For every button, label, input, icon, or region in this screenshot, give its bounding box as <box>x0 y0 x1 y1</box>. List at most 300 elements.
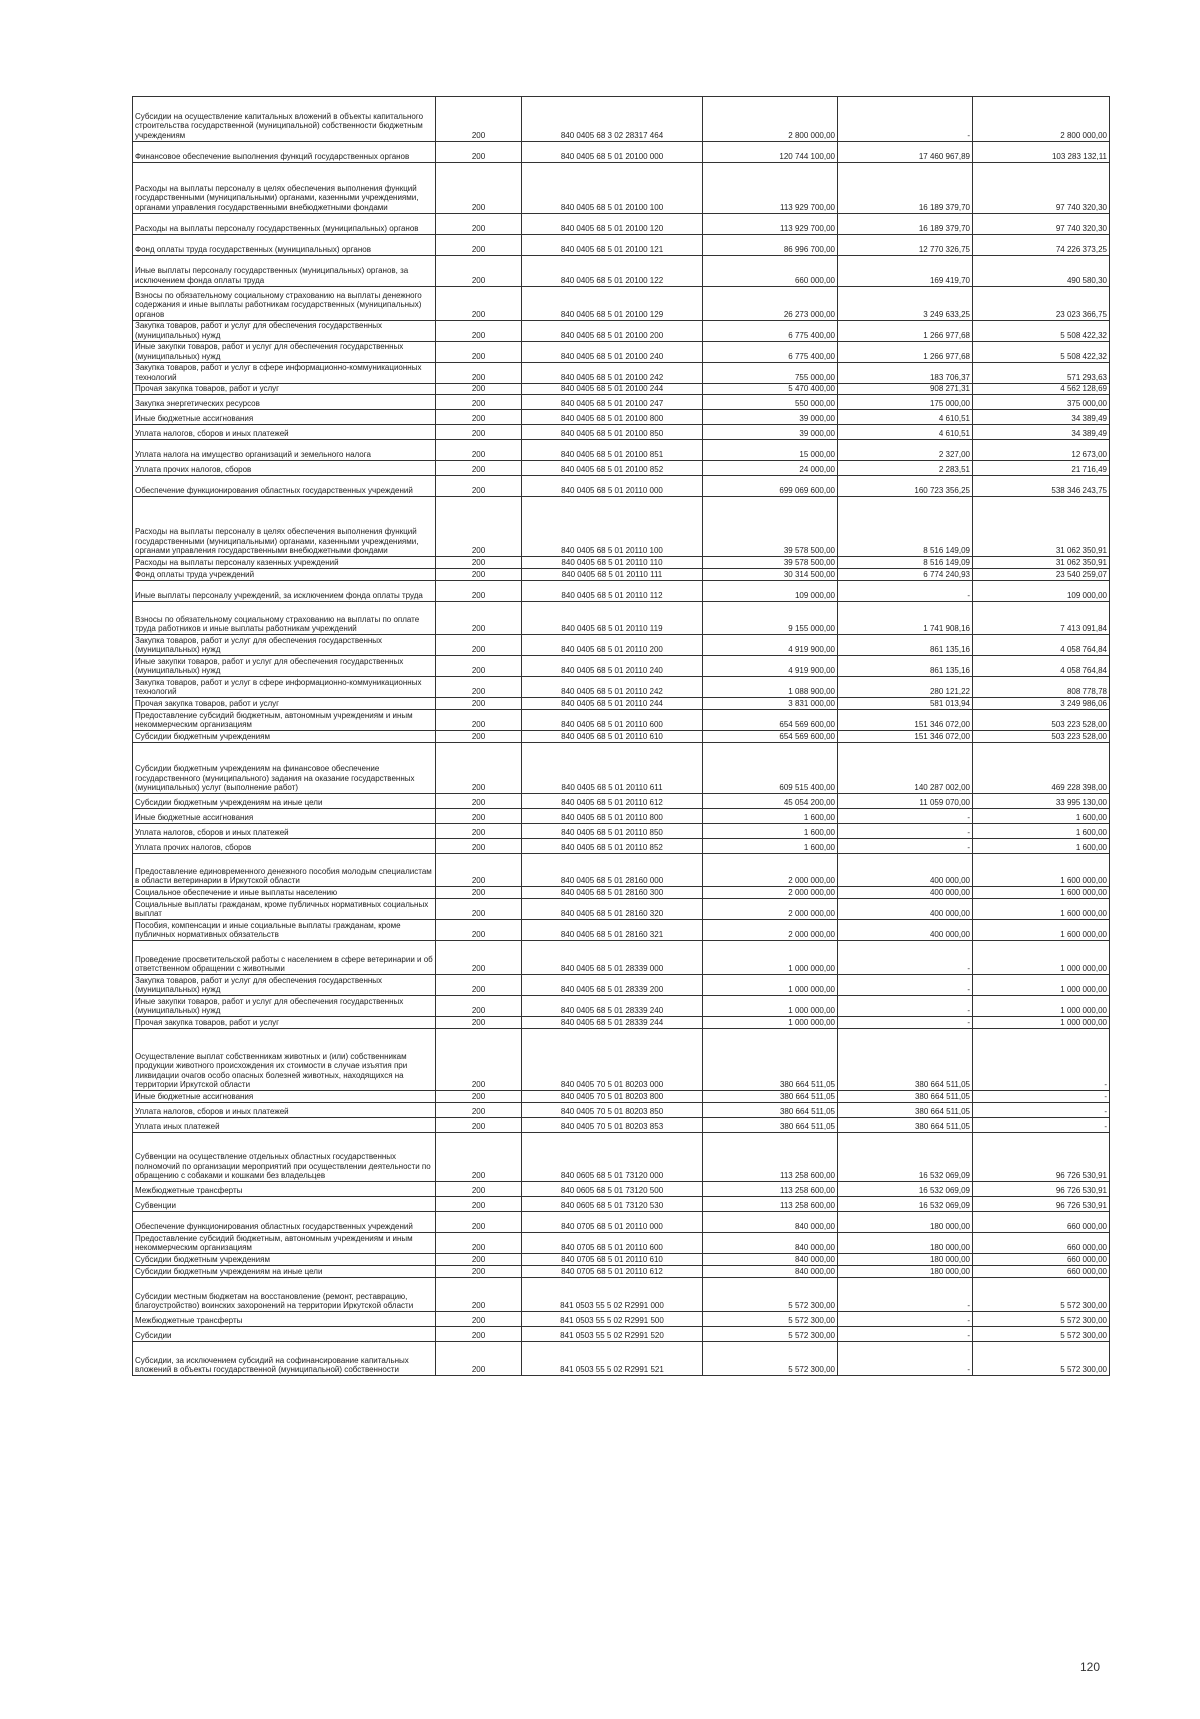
executed-amount-cell: 380 664 511,05 <box>838 1091 973 1103</box>
executed-amount-cell: 8 516 149,09 <box>838 497 973 557</box>
approved-amount-cell: 39 578 500,00 <box>703 497 838 557</box>
budget-classification-cell: 840 0405 68 5 01 28339 200 <box>522 975 703 996</box>
budget-name-cell: Закупка товаров, работ и услуг для обеспечения государственных (муниципальных) нужд <box>133 321 436 342</box>
table-row <box>133 920 1110 941</box>
remaining-amount-cell: 5 572 300,00 <box>973 1278 1110 1312</box>
approved-amount-cell: 1 000 000,00 <box>703 996 838 1017</box>
table-row <box>133 1212 1110 1233</box>
approved-amount-cell: 24 000,00 <box>703 461 838 476</box>
executed-amount-cell: 400 000,00 <box>838 899 973 920</box>
table-row <box>133 214 1110 235</box>
table-row <box>133 440 1110 461</box>
remaining-amount-cell: 1 600 000,00 <box>973 887 1110 899</box>
budget-classification-cell: 840 0405 68 5 01 28339 244 <box>522 1017 703 1029</box>
budget-classification-cell: 840 0405 68 5 01 20100 800 <box>522 410 703 425</box>
table-row <box>133 1182 1110 1197</box>
budget-code-cell: 200 <box>436 635 522 656</box>
budget-code-cell: 200 <box>436 142 522 163</box>
table-row <box>133 476 1110 497</box>
remaining-amount-cell: 12 673,00 <box>973 440 1110 461</box>
executed-amount-cell: 581 013,94 <box>838 698 973 710</box>
remaining-amount-cell: 660 000,00 <box>973 1254 1110 1266</box>
table-row <box>133 996 1110 1017</box>
table-row <box>133 854 1110 887</box>
approved-amount-cell: 5 572 300,00 <box>703 1342 838 1376</box>
table-row <box>133 384 1110 395</box>
approved-amount-cell: 113 258 600,00 <box>703 1197 838 1212</box>
budget-name-cell: Осуществление выплат собственникам животных и (или) собственникам продукции животного происхождения их стоимости в случае изъятия при ликвидации очагов особо опасных болезней животных, находящихся на территории Иркутской области <box>133 1029 436 1091</box>
budget-name-cell: Финансовое обеспечение выполнения функций государственных органов <box>133 142 436 163</box>
executed-amount-cell: 4 610,51 <box>838 425 973 440</box>
budget-name-cell: Субсидии бюджетным учреждениям на иные цели <box>133 1266 436 1278</box>
budget-classification-cell: 840 0405 68 5 01 20100 247 <box>522 395 703 410</box>
executed-amount-cell: 140 287 002,00 <box>838 743 973 794</box>
remaining-amount-cell: 97 740 320,30 <box>973 163 1110 214</box>
budget-code-cell: 200 <box>436 395 522 410</box>
budget-classification-cell: 840 0705 68 5 01 20110 612 <box>522 1266 703 1278</box>
executed-amount-cell: 1 741 908,16 <box>838 602 973 635</box>
budget-code-cell: 200 <box>436 975 522 996</box>
remaining-amount-cell: 1 000 000,00 <box>973 1017 1110 1029</box>
budget-code-cell: 200 <box>436 656 522 677</box>
budget-code-cell: 200 <box>436 1266 522 1278</box>
budget-code-cell: 200 <box>436 602 522 635</box>
budget-name-cell: Иные бюджетные ассигнования <box>133 1091 436 1103</box>
executed-amount-cell: - <box>838 1342 973 1376</box>
remaining-amount-cell: 538 346 243,75 <box>973 476 1110 497</box>
budget-name-cell: Обеспечение функционирования областных государственных учреждений <box>133 1212 436 1233</box>
executed-amount-cell: - <box>838 1327 973 1342</box>
executed-amount-cell: - <box>838 839 973 854</box>
budget-code-cell: 200 <box>436 1278 522 1312</box>
approved-amount-cell: 654 569 600,00 <box>703 731 838 743</box>
table-row <box>133 975 1110 996</box>
approved-amount-cell: 113 258 600,00 <box>703 1133 838 1182</box>
remaining-amount-cell: 2 800 000,00 <box>973 97 1110 142</box>
table-row <box>133 142 1110 163</box>
budget-name-cell: Предоставление субсидий бюджетным, автономным учреждениям и иным некоммерческим организациям <box>133 710 436 731</box>
approved-amount-cell: 654 569 600,00 <box>703 710 838 731</box>
budget-name-cell: Субсидии бюджетным учреждениям на иные цели <box>133 794 436 809</box>
budget-name-cell: Закупка товаров, работ и услуг для обеспечения государственных (муниципальных) нужд <box>133 635 436 656</box>
table-row <box>133 809 1110 824</box>
approved-amount-cell: 1 600,00 <box>703 809 838 824</box>
executed-amount-cell: - <box>838 97 973 142</box>
budget-name-cell: Иные бюджетные ассигнования <box>133 809 436 824</box>
budget-name-cell: Иные выплаты персоналу учреждений, за исключением фонда оплаты труда <box>133 581 436 602</box>
budget-classification-cell: 840 0405 68 5 01 20110 119 <box>522 602 703 635</box>
executed-amount-cell: 861 135,16 <box>838 635 973 656</box>
budget-name-cell: Взносы по обязательному социальному страхованию на выплаты денежного содержания и иные выплаты работникам государственных (муниципальных) органов <box>133 287 436 321</box>
budget-name-cell: Взносы по обязательному социальному страхованию на выплаты по оплате труда работников и иные выплаты работникам учреждений <box>133 602 436 635</box>
approved-amount-cell: 699 069 600,00 <box>703 476 838 497</box>
budget-name-cell: Иные закупки товаров, работ и услуг для обеспечения государственных (муниципальных) нужд <box>133 996 436 1017</box>
remaining-amount-cell: 74 226 373,25 <box>973 235 1110 256</box>
budget-classification-cell: 840 0405 68 5 01 20110 600 <box>522 710 703 731</box>
budget-code-cell: 200 <box>436 1342 522 1376</box>
approved-amount-cell: 2 000 000,00 <box>703 899 838 920</box>
table-row <box>133 635 1110 656</box>
budget-name-cell: Закупка товаров, работ и услуг для обеспечения государственных (муниципальных) нужд <box>133 975 436 996</box>
budget-code-cell: 200 <box>436 1212 522 1233</box>
budget-code-cell: 200 <box>436 581 522 602</box>
executed-amount-cell: 400 000,00 <box>838 887 973 899</box>
budget-classification-cell: 840 0405 68 5 01 20100 850 <box>522 425 703 440</box>
budget-code-cell: 200 <box>436 1182 522 1197</box>
page-number: 120 <box>1080 1660 1101 1674</box>
approved-amount-cell: 755 000,00 <box>703 363 838 384</box>
approved-amount-cell: 109 000,00 <box>703 581 838 602</box>
budget-classification-cell: 840 0605 68 5 01 73120 000 <box>522 1133 703 1182</box>
approved-amount-cell: 30 314 500,00 <box>703 569 838 581</box>
executed-amount-cell: 180 000,00 <box>838 1266 973 1278</box>
budget-classification-cell: 840 0405 68 5 01 20110 100 <box>522 497 703 557</box>
remaining-amount-cell: - <box>973 1029 1110 1091</box>
budget-name-cell: Субсидии на осуществление капитальных вложений в объекты капитального строительства государственной (муниципальной) собственности бюджетным учреждениям <box>133 97 436 142</box>
budget-name-cell: Субсидии бюджетным учреждениям на финансовое обеспечение государственного (муниципального) задания на оказание государственных (муниципальных) услуг (выполнение работ) <box>133 743 436 794</box>
remaining-amount-cell: 96 726 530,91 <box>973 1182 1110 1197</box>
remaining-amount-cell: - <box>973 1091 1110 1103</box>
budget-code-cell: 200 <box>436 1233 522 1254</box>
budget-name-cell: Социальные выплаты гражданам, кроме публичных нормативных социальных выплат <box>133 899 436 920</box>
executed-amount-cell: - <box>838 809 973 824</box>
budget-classification-cell: 841 0503 55 5 02 R2991 500 <box>522 1312 703 1327</box>
approved-amount-cell: 5 572 300,00 <box>703 1312 838 1327</box>
remaining-amount-cell: 33 995 130,00 <box>973 794 1110 809</box>
approved-amount-cell: 15 000,00 <box>703 440 838 461</box>
budget-code-cell: 200 <box>436 920 522 941</box>
budget-code-cell: 200 <box>436 97 522 142</box>
executed-amount-cell: 6 774 240,93 <box>838 569 973 581</box>
table-row <box>133 1091 1110 1103</box>
approved-amount-cell: 2 000 000,00 <box>703 920 838 941</box>
approved-amount-cell: 660 000,00 <box>703 256 838 287</box>
remaining-amount-cell: 1 600,00 <box>973 839 1110 854</box>
executed-amount-cell: 280 121,22 <box>838 677 973 698</box>
budget-code-cell: 200 <box>436 854 522 887</box>
table-row <box>133 1133 1110 1182</box>
table-row <box>133 839 1110 854</box>
budget-classification-cell: 840 0405 68 5 01 20110 240 <box>522 656 703 677</box>
executed-amount-cell: 151 346 072,00 <box>838 731 973 743</box>
budget-code-cell: 200 <box>436 1091 522 1103</box>
table-row <box>133 794 1110 809</box>
budget-classification-cell: 840 0405 68 5 01 20100 240 <box>522 342 703 363</box>
budget-classification-cell: 840 0705 68 5 01 20110 600 <box>522 1233 703 1254</box>
budget-classification-cell: 840 0405 68 5 01 20100 122 <box>522 256 703 287</box>
budget-code-cell: 200 <box>436 809 522 824</box>
budget-classification-cell: 840 0405 68 5 01 28339 000 <box>522 941 703 975</box>
executed-amount-cell: - <box>838 1312 973 1327</box>
executed-amount-cell: 16 532 069,09 <box>838 1133 973 1182</box>
budget-classification-cell: 840 0705 68 5 01 20110 610 <box>522 1254 703 1266</box>
budget-classification-cell: 840 0405 68 5 01 20100 851 <box>522 440 703 461</box>
budget-name-cell: Субсидии, за исключением субсидий на софинансирование капитальных вложений в объекты государственной (муниципальной) собственности <box>133 1342 436 1376</box>
budget-name-cell: Уплата иных платежей <box>133 1118 436 1133</box>
executed-amount-cell: 16 532 069,09 <box>838 1197 973 1212</box>
budget-classification-cell: 840 0605 68 5 01 73120 530 <box>522 1197 703 1212</box>
approved-amount-cell: 380 664 511,05 <box>703 1103 838 1118</box>
remaining-amount-cell: 5 572 300,00 <box>973 1342 1110 1376</box>
budget-classification-cell: 840 0405 68 5 01 20100 000 <box>522 142 703 163</box>
approved-amount-cell: 113 929 700,00 <box>703 214 838 235</box>
table-row <box>133 1103 1110 1118</box>
executed-amount-cell: 380 664 511,05 <box>838 1029 973 1091</box>
budget-name-cell: Расходы на выплаты персоналу государственных (муниципальных) органов <box>133 214 436 235</box>
remaining-amount-cell: 1 000 000,00 <box>973 975 1110 996</box>
remaining-amount-cell: 103 283 132,11 <box>973 142 1110 163</box>
approved-amount-cell: 1 600,00 <box>703 839 838 854</box>
budget-code-cell: 200 <box>436 410 522 425</box>
budget-code-cell: 200 <box>436 1312 522 1327</box>
approved-amount-cell: 5 572 300,00 <box>703 1327 838 1342</box>
budget-classification-cell: 840 0405 68 5 01 20110 850 <box>522 824 703 839</box>
approved-amount-cell: 113 258 600,00 <box>703 1182 838 1197</box>
remaining-amount-cell: 571 293,63 <box>973 363 1110 384</box>
budget-code-cell: 200 <box>436 440 522 461</box>
approved-amount-cell: 4 919 900,00 <box>703 635 838 656</box>
budget-code-cell: 200 <box>436 256 522 287</box>
remaining-amount-cell: 808 778,78 <box>973 677 1110 698</box>
table-row <box>133 1327 1110 1342</box>
executed-amount-cell: 175 000,00 <box>838 395 973 410</box>
budget-name-cell: Субвенции на осуществление отдельных областных государственных полномочий по организации мероприятий при осуществлении деятельности по обращению с собаками и кошками без владельцев <box>133 1133 436 1182</box>
budget-name-cell: Иные выплаты персоналу государственных (муниципальных) органов, за исключением фонда оплаты труда <box>133 256 436 287</box>
budget-classification-cell: 840 0605 68 5 01 73120 500 <box>522 1182 703 1197</box>
table-row <box>133 656 1110 677</box>
approved-amount-cell: 380 664 511,05 <box>703 1091 838 1103</box>
budget-code-cell: 200 <box>436 321 522 342</box>
table-row <box>133 581 1110 602</box>
table-row <box>133 461 1110 476</box>
budget-classification-cell: 840 0405 68 5 01 20110 612 <box>522 794 703 809</box>
remaining-amount-cell: 503 223 528,00 <box>973 710 1110 731</box>
approved-amount-cell: 5 470 400,00 <box>703 384 838 395</box>
remaining-amount-cell: 23 023 366,75 <box>973 287 1110 321</box>
remaining-amount-cell: 34 389,49 <box>973 425 1110 440</box>
budget-classification-cell: 840 0405 70 5 01 80203 853 <box>522 1118 703 1133</box>
budget-code-cell: 200 <box>436 287 522 321</box>
table-row <box>133 395 1110 410</box>
approved-amount-cell: 6 775 400,00 <box>703 321 838 342</box>
remaining-amount-cell: 1 000 000,00 <box>973 996 1110 1017</box>
remaining-amount-cell: - <box>973 1118 1110 1133</box>
table-row <box>133 256 1110 287</box>
remaining-amount-cell: 5 572 300,00 <box>973 1327 1110 1342</box>
table-row <box>133 899 1110 920</box>
executed-amount-cell: - <box>838 824 973 839</box>
budget-name-cell: Иные бюджетные ассигнования <box>133 410 436 425</box>
executed-amount-cell: 180 000,00 <box>838 1233 973 1254</box>
budget-table-body <box>133 97 1110 1376</box>
budget-classification-cell: 840 0405 68 5 01 28160 000 <box>522 854 703 887</box>
budget-name-cell: Иные закупки товаров, работ и услуг для обеспечения государственных (муниципальных) нужд <box>133 342 436 363</box>
remaining-amount-cell: 503 223 528,00 <box>973 731 1110 743</box>
budget-code-cell: 200 <box>436 163 522 214</box>
approved-amount-cell: 1 000 000,00 <box>703 975 838 996</box>
approved-amount-cell: 2 000 000,00 <box>703 887 838 899</box>
budget-name-cell: Межбюджетные трансферты <box>133 1312 436 1327</box>
budget-classification-cell: 840 0405 68 5 01 20110 611 <box>522 743 703 794</box>
budget-classification-cell: 841 0503 55 5 02 R2991 000 <box>522 1278 703 1312</box>
approved-amount-cell: 550 000,00 <box>703 395 838 410</box>
approved-amount-cell: 39 000,00 <box>703 410 838 425</box>
budget-classification-cell: 840 0405 68 5 01 20100 852 <box>522 461 703 476</box>
budget-name-cell: Иные закупки товаров, работ и услуг для обеспечения государственных (муниципальных) нужд <box>133 656 436 677</box>
budget-classification-cell: 840 0405 70 5 01 80203 800 <box>522 1091 703 1103</box>
approved-amount-cell: 4 919 900,00 <box>703 656 838 677</box>
remaining-amount-cell: 490 580,30 <box>973 256 1110 287</box>
executed-amount-cell: - <box>838 996 973 1017</box>
budget-name-cell: Проведение просветительской работы с населением в сфере ветеринарии и об ответственном обращении с животными <box>133 941 436 975</box>
remaining-amount-cell: 4 058 764,84 <box>973 635 1110 656</box>
budget-name-cell: Расходы на выплаты персоналу казенных учреждений <box>133 557 436 569</box>
executed-amount-cell: - <box>838 941 973 975</box>
budget-code-cell: 200 <box>436 899 522 920</box>
executed-amount-cell: 16 532 069,09 <box>838 1182 973 1197</box>
budget-code-cell: 200 <box>436 363 522 384</box>
approved-amount-cell: 1 000 000,00 <box>703 1017 838 1029</box>
approved-amount-cell: 2 800 000,00 <box>703 97 838 142</box>
table-row <box>133 1197 1110 1212</box>
approved-amount-cell: 1 600,00 <box>703 824 838 839</box>
executed-amount-cell: 3 249 633,25 <box>838 287 973 321</box>
approved-amount-cell: 840 000,00 <box>703 1233 838 1254</box>
executed-amount-cell: 180 000,00 <box>838 1254 973 1266</box>
table-row <box>133 710 1110 731</box>
budget-code-cell: 200 <box>436 1197 522 1212</box>
budget-code-cell: 200 <box>436 557 522 569</box>
budget-name-cell: Субсидии бюджетным учреждениям <box>133 1254 436 1266</box>
budget-name-cell: Прочая закупка товаров, работ и услуг <box>133 698 436 710</box>
table-row <box>133 425 1110 440</box>
budget-code-cell: 200 <box>436 698 522 710</box>
budget-code-cell: 200 <box>436 941 522 975</box>
budget-name-cell: Фонд оплаты труда государственных (муниципальных) органов <box>133 235 436 256</box>
budget-classification-cell: 840 0405 68 5 01 20100 100 <box>522 163 703 214</box>
table-row <box>133 363 1110 384</box>
table-row <box>133 1017 1110 1029</box>
budget-code-cell: 200 <box>436 1017 522 1029</box>
remaining-amount-cell: 3 249 986,06 <box>973 698 1110 710</box>
budget-classification-cell: 840 0405 68 5 01 20110 200 <box>522 635 703 656</box>
table-row <box>133 163 1110 214</box>
budget-classification-cell: 840 0405 68 5 01 20110 000 <box>522 476 703 497</box>
budget-classification-cell: 840 0405 68 5 01 20100 244 <box>522 384 703 395</box>
remaining-amount-cell: 5 508 422,32 <box>973 321 1110 342</box>
budget-name-cell: Уплата налога на имущество организаций и земельного налога <box>133 440 436 461</box>
executed-amount-cell: 12 770 326,75 <box>838 235 973 256</box>
remaining-amount-cell: 1 000 000,00 <box>973 941 1110 975</box>
budget-classification-cell: 840 0405 70 5 01 80203 000 <box>522 1029 703 1091</box>
budget-code-cell: 200 <box>436 677 522 698</box>
executed-amount-cell: 11 059 070,00 <box>838 794 973 809</box>
table-row <box>133 557 1110 569</box>
remaining-amount-cell: 7 413 091,84 <box>973 602 1110 635</box>
budget-name-cell: Субсидии местным бюджетам на восстановление (ремонт, реставрацию, благоустройство) воинских захоронений на территории Иркутской области <box>133 1278 436 1312</box>
budget-name-cell: Пособия, компенсации и иные социальные выплаты гражданам, кроме публичных нормативных обязательств <box>133 920 436 941</box>
budget-classification-cell: 840 0405 68 5 01 20100 120 <box>522 214 703 235</box>
approved-amount-cell: 380 664 511,05 <box>703 1118 838 1133</box>
table-row <box>133 410 1110 425</box>
budget-classification-cell: 840 0405 68 5 01 28160 321 <box>522 920 703 941</box>
budget-code-cell: 200 <box>436 743 522 794</box>
remaining-amount-cell: 660 000,00 <box>973 1233 1110 1254</box>
executed-amount-cell: 8 516 149,09 <box>838 557 973 569</box>
table-row <box>133 1342 1110 1376</box>
budget-code-cell: 200 <box>436 824 522 839</box>
approved-amount-cell: 2 000 000,00 <box>703 854 838 887</box>
table-row <box>133 698 1110 710</box>
budget-code-cell: 200 <box>436 1118 522 1133</box>
executed-amount-cell: - <box>838 581 973 602</box>
budget-name-cell: Субсидии <box>133 1327 436 1342</box>
budget-name-cell: Субсидии бюджетным учреждениям <box>133 731 436 743</box>
remaining-amount-cell: 5 508 422,32 <box>973 342 1110 363</box>
executed-amount-cell: 1 266 977,68 <box>838 342 973 363</box>
approved-amount-cell: 1 088 900,00 <box>703 677 838 698</box>
budget-name-cell: Уплата прочих налогов, сборов <box>133 461 436 476</box>
budget-code-cell: 200 <box>436 1254 522 1266</box>
budget-code-cell: 200 <box>436 794 522 809</box>
remaining-amount-cell: 1 600 000,00 <box>973 920 1110 941</box>
executed-amount-cell: 160 723 356,25 <box>838 476 973 497</box>
remaining-amount-cell: 5 572 300,00 <box>973 1312 1110 1327</box>
budget-code-cell: 200 <box>436 887 522 899</box>
budget-code-cell: 200 <box>436 996 522 1017</box>
budget-classification-cell: 840 0405 68 5 01 20110 610 <box>522 731 703 743</box>
executed-amount-cell: 380 664 511,05 <box>838 1103 973 1118</box>
budget-name-cell: Уплата прочих налогов, сборов <box>133 839 436 854</box>
remaining-amount-cell: 1 600,00 <box>973 809 1110 824</box>
budget-name-cell: Закупка товаров, работ и услуг в сфере информационно-коммуникационных технологий <box>133 363 436 384</box>
budget-classification-cell: 840 0405 68 5 01 28339 240 <box>522 996 703 1017</box>
approved-amount-cell: 86 996 700,00 <box>703 235 838 256</box>
executed-amount-cell: 400 000,00 <box>838 854 973 887</box>
executed-amount-cell: 1 266 977,68 <box>838 321 973 342</box>
remaining-amount-cell: - <box>973 1103 1110 1118</box>
table-row <box>133 731 1110 743</box>
budget-code-cell: 200 <box>436 461 522 476</box>
budget-code-cell: 200 <box>436 384 522 395</box>
table-row <box>133 677 1110 698</box>
budget-classification-cell: 840 0405 68 5 01 20100 242 <box>522 363 703 384</box>
approved-amount-cell: 113 929 700,00 <box>703 163 838 214</box>
budget-classification-cell: 840 0405 68 5 01 20110 244 <box>522 698 703 710</box>
remaining-amount-cell: 34 389,49 <box>973 410 1110 425</box>
budget-name-cell: Расходы на выплаты персоналу в целях обеспечения выполнения функций государственными (муниципальными) органами, казенными учреждениями, органами управления государственными внебюджетными фондами <box>133 163 436 214</box>
budget-code-cell: 200 <box>436 476 522 497</box>
budget-name-cell: Закупка товаров, работ и услуг в сфере информационно-коммуникационных технологий <box>133 677 436 698</box>
budget-name-cell: Межбюджетные трансферты <box>133 1182 436 1197</box>
budget-classification-cell: 841 0503 55 5 02 R2991 521 <box>522 1342 703 1376</box>
budget-code-cell: 200 <box>436 1133 522 1182</box>
remaining-amount-cell: 21 716,49 <box>973 461 1110 476</box>
table-row <box>133 602 1110 635</box>
remaining-amount-cell: 97 740 320,30 <box>973 214 1110 235</box>
budget-classification-cell: 840 0405 68 5 01 20110 800 <box>522 809 703 824</box>
executed-amount-cell: 4 610,51 <box>838 410 973 425</box>
budget-classification-cell: 840 0405 68 5 01 20100 121 <box>522 235 703 256</box>
budget-name-cell: Социальное обеспечение и иные выплаты населению <box>133 887 436 899</box>
executed-amount-cell: 861 135,16 <box>838 656 973 677</box>
budget-code-cell: 200 <box>436 214 522 235</box>
table-row <box>133 342 1110 363</box>
budget-classification-cell: 840 0405 68 5 01 28160 300 <box>522 887 703 899</box>
budget-name-cell: Уплата налогов, сборов и иных платежей <box>133 1103 436 1118</box>
approved-amount-cell: 9 155 000,00 <box>703 602 838 635</box>
budget-table <box>132 96 1110 1376</box>
